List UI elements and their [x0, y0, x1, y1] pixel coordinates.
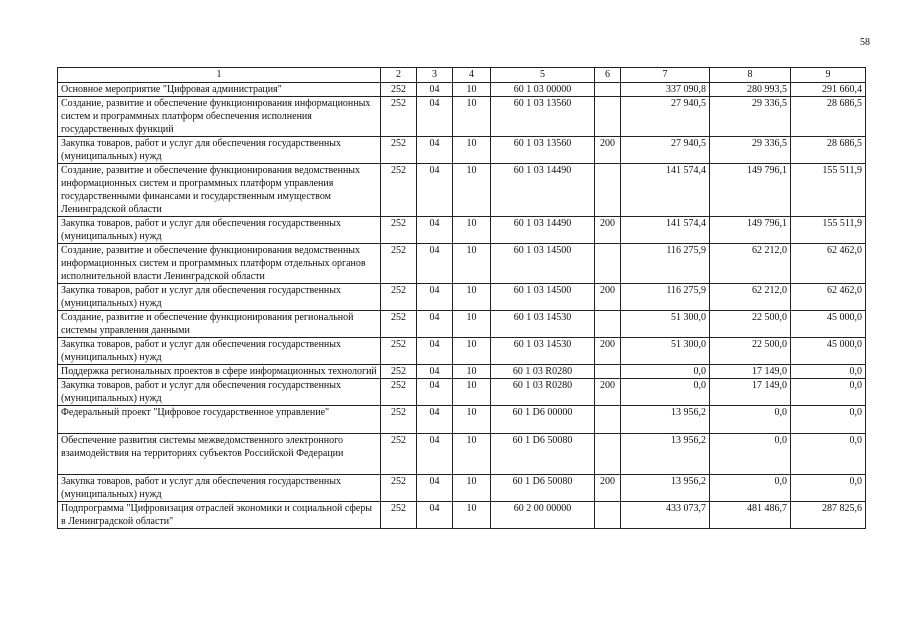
cell-expense-type: 200	[595, 137, 621, 164]
cell-amount-2: 22 500,0	[710, 311, 791, 338]
cell-subsection: 10	[453, 475, 491, 502]
table-row	[58, 365, 866, 379]
cell-amount-1: 51 300,0	[621, 311, 710, 338]
table-row	[58, 338, 866, 365]
cell-ministry: 252	[381, 217, 417, 244]
cell-amount-1: 13 956,2	[621, 475, 710, 502]
cell-expense-type	[595, 311, 621, 338]
cell-target-article: 60 1 03 14500	[491, 244, 595, 284]
row-name: Создание, развитие и обеспечение функционирования ведомственных информационных систем и программных платформ управления государственными финансами и государственным имуществом Ленинградской области	[58, 164, 381, 217]
column-header: 2	[381, 68, 417, 83]
table-header-row	[58, 68, 866, 83]
cell-amount-3: 0,0	[791, 434, 866, 475]
cell-amount-2: 481 486,7	[710, 502, 791, 529]
cell-amount-3: 0,0	[791, 406, 866, 434]
table-row	[58, 217, 866, 244]
cell-amount-3: 155 511,9	[791, 217, 866, 244]
column-header: 8	[710, 68, 791, 83]
cell-section: 04	[417, 284, 453, 311]
cell-amount-2: 149 796,1	[710, 164, 791, 217]
row-name: Закупка товаров, работ и услуг для обеспечения государственных (муниципальных) нужд	[58, 137, 381, 164]
cell-subsection: 10	[453, 365, 491, 379]
table-row	[58, 244, 866, 284]
cell-expense-type	[595, 244, 621, 284]
cell-section: 04	[417, 217, 453, 244]
cell-amount-1: 141 574,4	[621, 164, 710, 217]
cell-amount-3: 45 000,0	[791, 338, 866, 365]
cell-amount-2: 280 993,5	[710, 83, 791, 97]
cell-expense-type	[595, 97, 621, 137]
cell-amount-3: 62 462,0	[791, 244, 866, 284]
cell-amount-1: 0,0	[621, 379, 710, 406]
cell-section: 04	[417, 475, 453, 502]
row-name: Создание, развитие и обеспечение функционирования региональной системы управления данными	[58, 311, 381, 338]
cell-amount-1: 141 574,4	[621, 217, 710, 244]
page-number: 58	[860, 37, 870, 48]
cell-section: 04	[417, 244, 453, 284]
cell-amount-2: 22 500,0	[710, 338, 791, 365]
cell-target-article: 60 1 D6 00000	[491, 406, 595, 434]
row-name: Подпрограмма "Цифровизация отраслей экономики и социальной сферы в Ленинградской области"	[58, 502, 381, 529]
row-name: Закупка товаров, работ и услуг для обеспечения государственных (муниципальных) нужд	[58, 475, 381, 502]
cell-amount-2: 29 336,5	[710, 97, 791, 137]
cell-amount-2: 62 212,0	[710, 284, 791, 311]
cell-amount-1: 116 275,9	[621, 284, 710, 311]
cell-amount-1: 51 300,0	[621, 338, 710, 365]
cell-amount-3: 0,0	[791, 379, 866, 406]
table-row	[58, 164, 866, 217]
cell-expense-type	[595, 83, 621, 97]
cell-ministry: 252	[381, 406, 417, 434]
cell-ministry: 252	[381, 244, 417, 284]
cell-amount-3: 45 000,0	[791, 311, 866, 338]
cell-ministry: 252	[381, 379, 417, 406]
cell-amount-1: 433 073,7	[621, 502, 710, 529]
row-name: Поддержка региональных проектов в сфере информационных технологий	[58, 365, 381, 379]
cell-expense-type: 200	[595, 284, 621, 311]
cell-ministry: 252	[381, 365, 417, 379]
cell-target-article: 60 1 03 14530	[491, 338, 595, 365]
cell-amount-2: 0,0	[710, 434, 791, 475]
row-name: Закупка товаров, работ и услуг для обеспечения государственных (муниципальных) нужд	[58, 338, 381, 365]
row-name: Закупка товаров, работ и услуг для обеспечения государственных (муниципальных) нужд	[58, 217, 381, 244]
table-row	[58, 97, 866, 137]
cell-section: 04	[417, 311, 453, 338]
cell-amount-3: 0,0	[791, 365, 866, 379]
table-row	[58, 434, 866, 475]
cell-ministry: 252	[381, 475, 417, 502]
cell-target-article: 60 1 03 R0280	[491, 379, 595, 406]
column-header: 5	[491, 68, 595, 83]
row-name: Создание, развитие и обеспечение функционирования информационных систем и программных платформ обеспечения исполнения государственных функций	[58, 97, 381, 137]
cell-amount-1: 116 275,9	[621, 244, 710, 284]
row-name: Федеральный проект "Цифровое государственное управление"	[58, 406, 381, 434]
cell-amount-2: 17 149,0	[710, 379, 791, 406]
table-row	[58, 406, 866, 434]
column-header: 3	[417, 68, 453, 83]
cell-target-article: 60 1 D6 50080	[491, 475, 595, 502]
cell-target-article: 60 1 03 14530	[491, 311, 595, 338]
cell-target-article: 60 1 03 14490	[491, 217, 595, 244]
cell-expense-type	[595, 406, 621, 434]
table-row	[58, 311, 866, 338]
cell-amount-3: 287 825,6	[791, 502, 866, 529]
table-row	[58, 502, 866, 529]
column-header: 4	[453, 68, 491, 83]
cell-subsection: 10	[453, 83, 491, 97]
cell-amount-1: 27 940,5	[621, 97, 710, 137]
cell-expense-type: 200	[595, 338, 621, 365]
cell-expense-type: 200	[595, 217, 621, 244]
cell-expense-type	[595, 502, 621, 529]
cell-expense-type: 200	[595, 379, 621, 406]
cell-amount-1: 13 956,2	[621, 434, 710, 475]
table-row	[58, 379, 866, 406]
cell-amount-1: 13 956,2	[621, 406, 710, 434]
cell-target-article: 60 1 03 R0280	[491, 365, 595, 379]
cell-section: 04	[417, 379, 453, 406]
row-name: Закупка товаров, работ и услуг для обеспечения государственных (муниципальных) нужд	[58, 284, 381, 311]
cell-section: 04	[417, 338, 453, 365]
cell-ministry: 252	[381, 311, 417, 338]
cell-ministry: 252	[381, 137, 417, 164]
row-name: Обеспечение развития системы межведомственного электронного взаимодействия на территориях субъектов Российской Федерации	[58, 434, 381, 475]
cell-amount-3: 155 511,9	[791, 164, 866, 217]
cell-subsection: 10	[453, 338, 491, 365]
cell-amount-1: 0,0	[621, 365, 710, 379]
row-name: Создание, развитие и обеспечение функционирования ведомственных информационных систем и программных платформ отдельных органов исполнительной власти Ленинградской области	[58, 244, 381, 284]
cell-subsection: 10	[453, 244, 491, 284]
cell-target-article: 60 1 03 13560	[491, 137, 595, 164]
cell-expense-type	[595, 365, 621, 379]
cell-subsection: 10	[453, 311, 491, 338]
cell-ministry: 252	[381, 338, 417, 365]
cell-amount-3: 0,0	[791, 475, 866, 502]
cell-subsection: 10	[453, 434, 491, 475]
cell-ministry: 252	[381, 164, 417, 217]
cell-section: 04	[417, 365, 453, 379]
cell-amount-3: 28 686,5	[791, 137, 866, 164]
row-name: Основное мероприятие "Цифровая администрация"	[58, 83, 381, 97]
cell-ministry: 252	[381, 502, 417, 529]
cell-subsection: 10	[453, 379, 491, 406]
table-row	[58, 137, 866, 164]
cell-target-article: 60 1 03 13560	[491, 97, 595, 137]
cell-subsection: 10	[453, 217, 491, 244]
cell-amount-2: 29 336,5	[710, 137, 791, 164]
cell-section: 04	[417, 406, 453, 434]
cell-subsection: 10	[453, 164, 491, 217]
cell-expense-type	[595, 434, 621, 475]
cell-section: 04	[417, 434, 453, 475]
cell-ministry: 252	[381, 97, 417, 137]
column-header: 6	[595, 68, 621, 83]
cell-section: 04	[417, 164, 453, 217]
table-row	[58, 83, 866, 97]
column-header: 1	[58, 68, 381, 83]
cell-subsection: 10	[453, 502, 491, 529]
cell-target-article: 60 1 03 00000	[491, 83, 595, 97]
row-name: Закупка товаров, работ и услуг для обеспечения государственных (муниципальных) нужд	[58, 379, 381, 406]
cell-section: 04	[417, 97, 453, 137]
cell-target-article: 60 1 03 14490	[491, 164, 595, 217]
cell-amount-2: 62 212,0	[710, 244, 791, 284]
cell-ministry: 252	[381, 284, 417, 311]
cell-subsection: 10	[453, 97, 491, 137]
cell-target-article: 60 1 D6 50080	[491, 434, 595, 475]
table-row	[58, 284, 866, 311]
table-row	[58, 475, 866, 502]
cell-amount-2: 0,0	[710, 406, 791, 434]
cell-ministry: 252	[381, 434, 417, 475]
column-header: 9	[791, 68, 866, 83]
cell-amount-3: 291 660,4	[791, 83, 866, 97]
cell-amount-1: 337 090,8	[621, 83, 710, 97]
cell-amount-2: 17 149,0	[710, 365, 791, 379]
cell-subsection: 10	[453, 284, 491, 311]
cell-section: 04	[417, 83, 453, 97]
cell-section: 04	[417, 502, 453, 529]
budget-table	[57, 67, 866, 529]
cell-amount-3: 28 686,5	[791, 97, 866, 137]
cell-amount-3: 62 462,0	[791, 284, 866, 311]
cell-expense-type: 200	[595, 475, 621, 502]
cell-amount-2: 149 796,1	[710, 217, 791, 244]
column-header: 7	[621, 68, 710, 83]
cell-subsection: 10	[453, 137, 491, 164]
cell-target-article: 60 2 00 00000	[491, 502, 595, 529]
cell-amount-1: 27 940,5	[621, 137, 710, 164]
cell-ministry: 252	[381, 83, 417, 97]
cell-expense-type	[595, 164, 621, 217]
cell-section: 04	[417, 137, 453, 164]
cell-target-article: 60 1 03 14500	[491, 284, 595, 311]
cell-amount-2: 0,0	[710, 475, 791, 502]
cell-subsection: 10	[453, 406, 491, 434]
